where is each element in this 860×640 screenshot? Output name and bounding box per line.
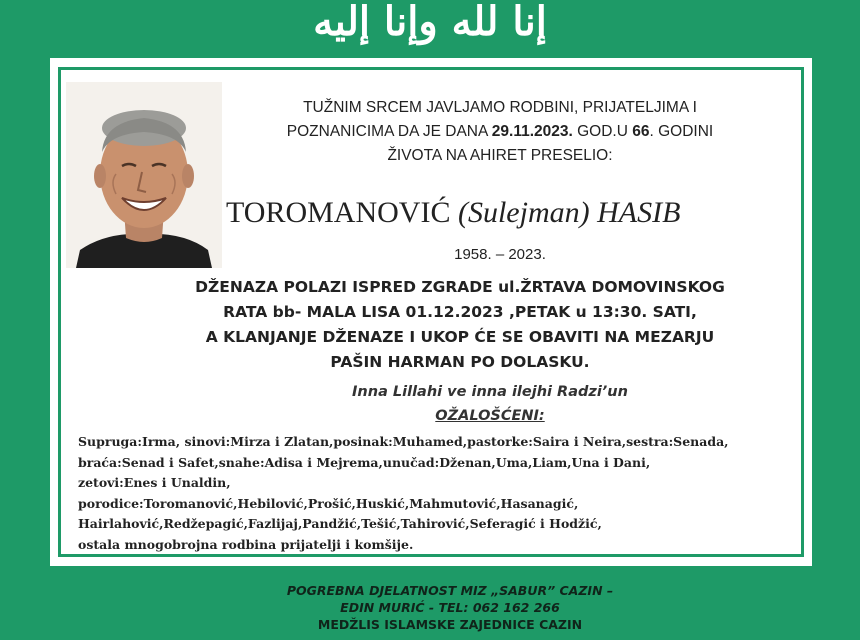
- mourners-line: ostala mnogobrojna rodbina prijatelji i komšije.: [78, 536, 414, 552]
- intro-text: [240, 96, 760, 168]
- funeral-line-1: DŽENAZA POLAZI ISPRED ZGRADE ul.ŽRTAVA DOMOVINSKOG: [195, 278, 725, 296]
- inna-lillahi-text: Inna Lillahi ve inna ilejhi Radzi’un: [352, 384, 628, 400]
- portrait-image: [66, 82, 222, 268]
- mourners-list: [78, 432, 798, 555]
- footer-line-1: POGREBNA DJELATNOST MIZ „SABUR” CAZIN –: [286, 583, 614, 598]
- funeral-line-3: A KLANJANJE DŽENAZE I UKOP ĆE SE OBAVITI NA MEZARJU: [205, 328, 715, 346]
- footer-line-3: MEDŽLIS ISLAMSKE ZAJEDNICE CAZIN: [317, 617, 583, 632]
- deceased-photo: [66, 82, 222, 268]
- mourners-line: Supruga:Irma, sinovi:Mirza i Zlatan,posinak:Muhamed,pastorke:Saira i Neira,sestra:Senada,: [78, 434, 729, 449]
- footer-line-2: EDIN MURIĆ - TEL: 062 162 266: [340, 600, 560, 615]
- funeral-line-4: PAŠIN HARMAN PO DOLASKU.: [330, 353, 590, 371]
- intro-line-2-prefix: POZNANICIMA DA JE DANA: [286, 123, 492, 140]
- deceased-name: [226, 196, 786, 230]
- mourners-line: Hairlahović,Redžepagić,Fazlijaj,Pandžić,Tešić,Tahirović,Seferagić i Hodžić,: [78, 516, 602, 531]
- intro-line-2-suffix: . GODINI: [649, 123, 714, 140]
- mourners-heading: OŽALOŠĆENI:: [435, 408, 545, 424]
- death-date: 29.11.2023.: [491, 123, 573, 140]
- funeral-details: [110, 275, 810, 375]
- mourners-line: zetovi:Enes i Unaldin,: [78, 475, 231, 490]
- intro-line-2: [240, 120, 760, 144]
- age: 66: [632, 123, 650, 140]
- mourners-line: porodice:Toromanović,Hebilović,Prošić,Huskić,Mahmutović,Hasanagić,: [78, 495, 579, 511]
- intro-line-1: TUŽNIM SRCEM JAVLJAMO RODBINI, PRIJATELJIMA I: [303, 99, 697, 116]
- deceased-father-and-given-name: (Sulejman) HASIB: [457, 196, 681, 229]
- mourners-line: braća:Senad i Safet,snahe:Adisa i Mejrema,unučad:Dženan,Uma,Liam,Una i Dani,: [78, 454, 651, 470]
- intro-line-3: ŽIVOTA NA AHIRET PRESELIO:: [387, 147, 613, 164]
- life-years: 1958. – 2023.: [454, 246, 546, 263]
- funeral-service-footer: [240, 582, 660, 633]
- deceased-surname: TOROMANOVIĆ: [226, 196, 451, 229]
- arabic-calligraphy-header: إنا لله وإنا إليه: [313, 0, 547, 45]
- intro-line-2-mid: GOD.U: [572, 123, 633, 140]
- funeral-line-2: RATA bb- MALA LISA 01.12.2023 ,PETAK u 13:30. SATI,: [223, 303, 697, 321]
